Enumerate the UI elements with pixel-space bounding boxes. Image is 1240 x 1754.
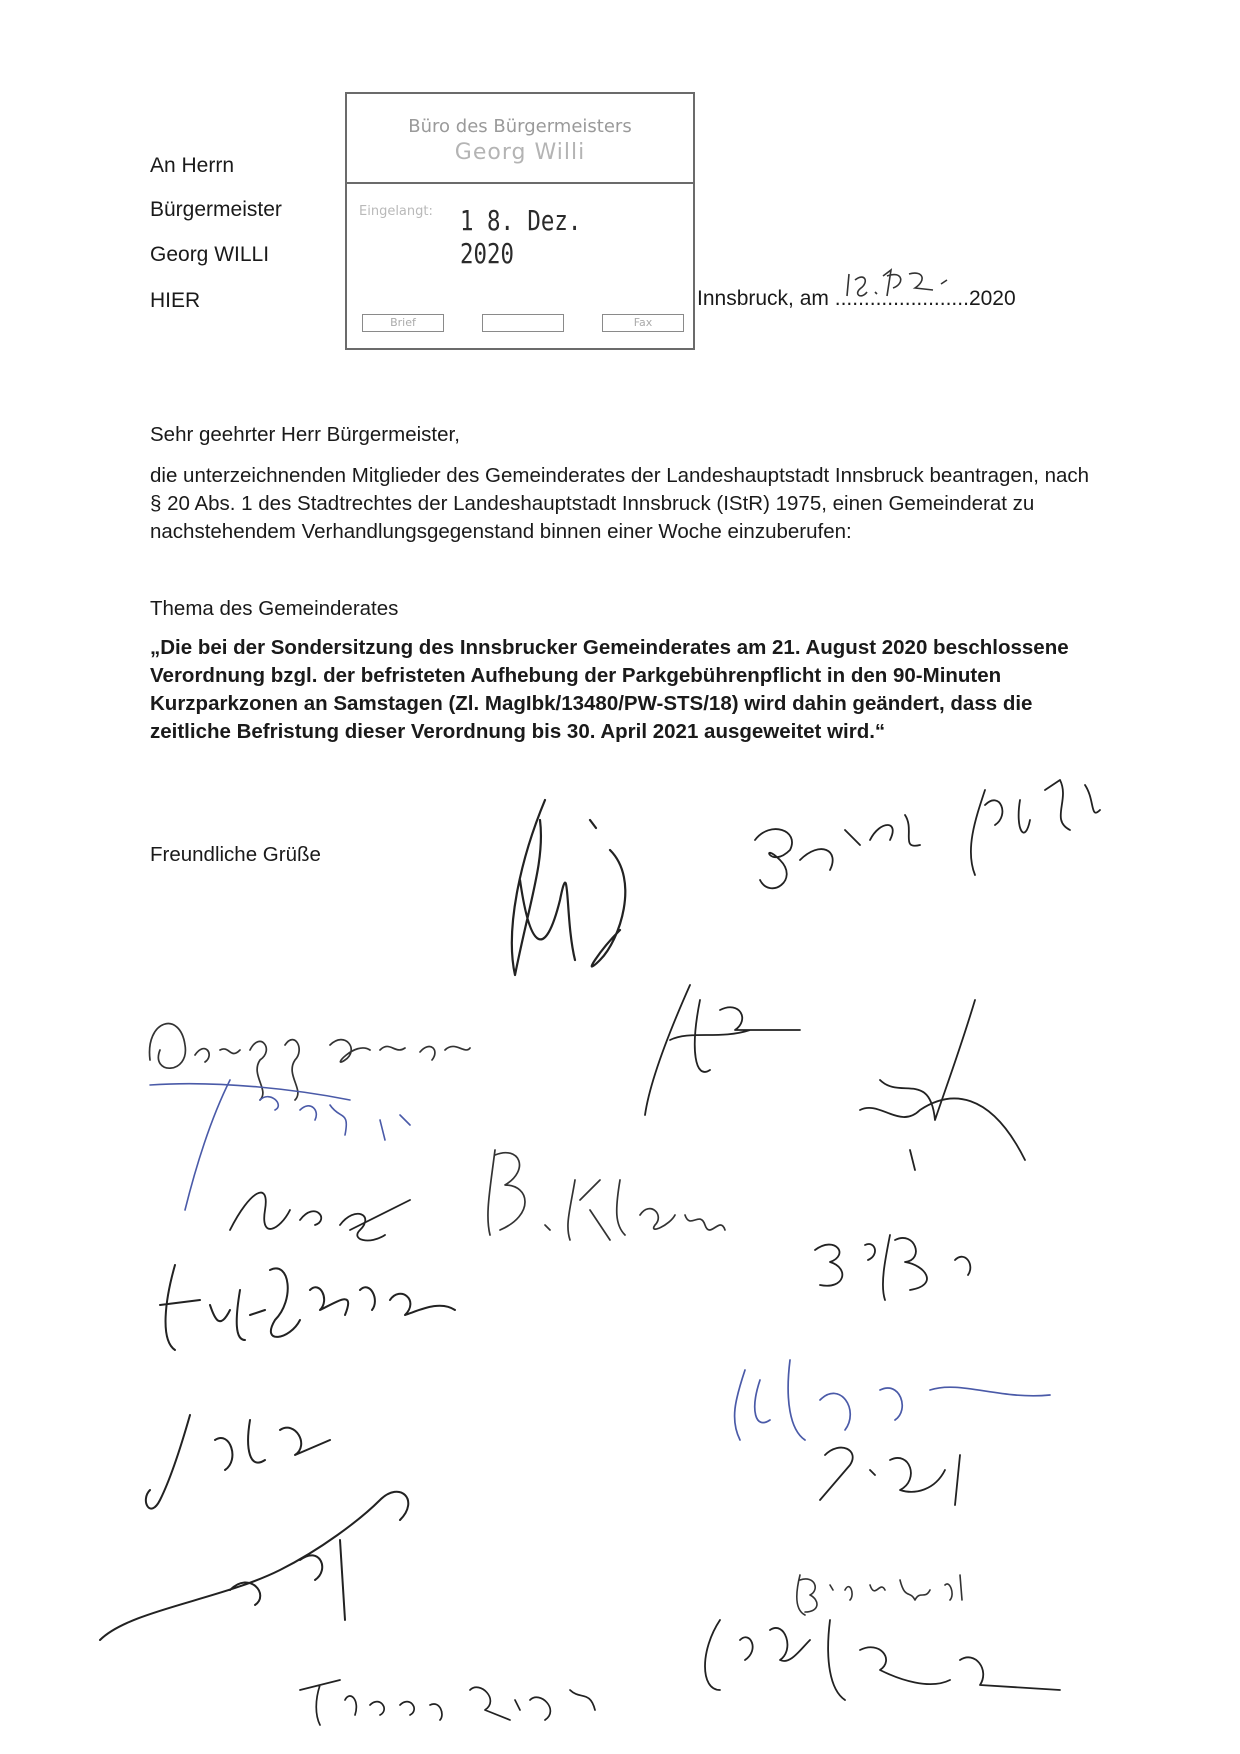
recipient-line-1: An Herrn (150, 154, 235, 177)
date-year: 2020 (968, 287, 1016, 310)
closing: Freundliche Grüße (150, 843, 321, 866)
stamp-box-letter: Brief (362, 314, 444, 332)
date-dots: ....................... (834, 287, 969, 310)
signature-8 (160, 1265, 455, 1350)
signature-theresa-ziegler (300, 1680, 595, 1725)
topic-label: Thema des Gemeinderates (150, 597, 399, 620)
signature-5 (860, 1000, 1025, 1170)
stamp-received-label: Eingelangt: (359, 204, 433, 219)
signature-10 (146, 1415, 330, 1509)
stamp-box-fax: Fax (602, 314, 684, 332)
request-paragraph: die unterzeichnenden Mitglieder des Gemeinderates der Landeshauptstadt Innsbruck beantragen, nach § 20 Abs. 1 des Stadtrechtes der Landeshauptstadt Innsbruck (IStR) 1975, einen Gemeinderat zu nachstehendem Verhandlungsgegenstand binnen einer Woche einzuberufen: (150, 464, 1090, 543)
signature-b-klaus (488, 1150, 725, 1240)
signature-11 (100, 1492, 408, 1640)
stamp-name: Georg Willi (454, 140, 586, 165)
recipient-line-4: HIER (150, 289, 201, 312)
signature-birgit-weingl (797, 1575, 962, 1615)
signature-7 (815, 1235, 970, 1300)
signature-2 (755, 815, 920, 888)
signature-6 (230, 1193, 410, 1241)
stamp-received-date: 1 8. Dez. 2020 (460, 204, 582, 270)
salutation: Sehr geehrter Herr Bürgermeister, (150, 423, 460, 446)
motion-text: „Die bei der Sondersitzung des Innsbrucker Gemeinderates am 21. August 2020 beschlossene Verordnung bzgl. der befristeten Aufhebung der Parkgebührenpflicht in den 90-Minuten Kurzparkzonen an Samstagen (Zl. MagIbk/13480/PW-STS/18) wird dahin geändert, dass die zeitliche Befristung dieser Verordnung bis 30. April 2021 ausgeweitet wird.“ (150, 636, 1069, 743)
signature-4 (645, 985, 800, 1115)
signature-12 (705, 1620, 1060, 1700)
signature-blue-1 (150, 1080, 410, 1210)
place-label: Innsbruck, am (697, 287, 829, 310)
stamp-office: Büro des Bürgermeisters (408, 116, 632, 137)
signature-9 (820, 1448, 960, 1505)
signature-1 (512, 800, 625, 975)
signature-dengg-andrea (150, 1024, 470, 1100)
signature-blue-2 (735, 1360, 1050, 1440)
signature-3 (971, 780, 1100, 875)
recipient-line-2: Bürgermeister (150, 198, 282, 221)
recipient-line-3: Georg WILLI (150, 243, 270, 266)
